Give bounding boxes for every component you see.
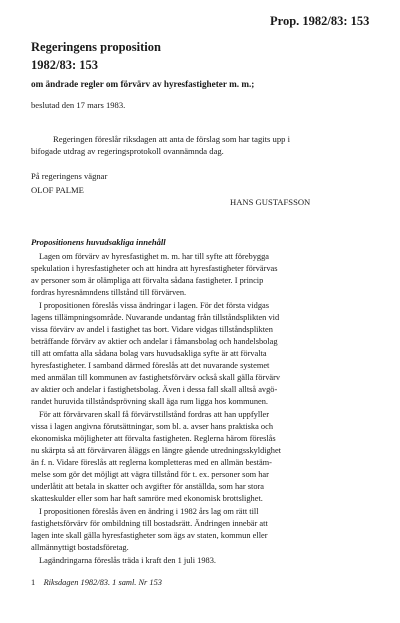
body-line: av personer som är olämpliga att förvalta sådana fastigheter. I princip <box>31 276 264 285</box>
body-line: I propositionen föreslås även en ändring i 1982 års lag om rätt till <box>39 507 259 516</box>
document-subtitle: om ändrade regler om förvärv av hyresfastigheter m. m.; <box>31 79 255 89</box>
body-line: spekulation i hyresfastigheter och att hindra att hyresfastigheter förvärvas <box>31 264 278 273</box>
body-line: vissa i lagen angivna förutsättningar, som bl. a. avser hans praktiska och <box>31 422 274 431</box>
body-line: beträffande förvärv av aktier och andelar i fåmansbolag och handelsbolag <box>31 337 278 346</box>
body-line: nu skärpta så att förvärvaren åläggs en längre gående utredningsskyldighet <box>31 446 281 455</box>
body-line: med anmälan till kommunen av fastighetsförvärv också skall gälla förvärv <box>31 373 281 382</box>
intro-line: Regeringen föreslår riksdagen att anta de förslag som har tagits upp i <box>53 134 290 144</box>
body-line: Lagändringarna föreslås träda i kraft den 1 juli 1983. <box>39 556 216 565</box>
body-line: I propositionen föreslås vissa ändringar i lagen. För det första vidgas <box>39 301 270 310</box>
body-line: För att förvärvaren skall få förvärvstillstånd fordras att han uppfyller <box>39 410 270 419</box>
body-line: underlåtit att betala in skatter och avgifter för anställda, som har stora <box>31 482 265 491</box>
body-line: lagen inte skall gälla hyresfastigheter som ägs av staten, kommun eller <box>31 531 268 540</box>
body-line: skatteskulder eller som har haft samröre med ekonomisk brottslighet. <box>31 494 263 503</box>
section-heading: Propositionens huvudsakliga innehåll <box>31 237 166 247</box>
body-line: melse som gör det möjligt att vägra tillstånd för t. ex. personer som har <box>31 470 269 479</box>
body-line: till att omfatta alla sådana bolag vars huvudsakliga syfte är att förvalta <box>31 349 267 358</box>
footnote <box>31 578 162 587</box>
signatory-name: OLOF PALME <box>31 185 84 195</box>
decision-date: beslutad den 17 mars 1983. <box>31 100 126 110</box>
body-line: randet huruvida tillståndsprövning skall äga rum ligga hos kommunen. <box>31 397 269 406</box>
document-title: Regeringens proposition <box>31 40 161 54</box>
signatory-name: HANS GUSTAFSSON <box>230 197 311 207</box>
body-line: allmännyttigt bostadsföretag. <box>31 543 129 552</box>
on-behalf-text: På regeringens vägnar <box>31 171 108 181</box>
body-line: ekonomiska möjligheter att förvalta fastigheten. Reglerna härom föreslås <box>31 434 276 443</box>
body-line: lagens tillämpningsområde. Nuvarande undantag från tillståndsplikten vid <box>31 313 280 322</box>
body-line: fastighetsförvärv för ombildning till bostadsrätt. Ändringen innebär att <box>31 519 268 528</box>
proposition-number: Prop. 1982/83: 153 <box>270 14 370 28</box>
document-number: 1982/83: 153 <box>31 58 99 72</box>
footnote-text: Riksdagen 1982/83. 1 saml. Nr 153 <box>43 578 162 587</box>
body-line: än f. n. Vidare föreslås att reglerna kompletteras med en allmän bestäm- <box>31 458 272 467</box>
body-line: av aktier och andelar i fastighetsbolag. Även i dessa fall skall alltså avgö- <box>31 385 278 394</box>
intro-line: bifogade utdrag av regeringsprotokoll ovannämnda dag. <box>31 146 224 156</box>
footnote-number: 1 <box>31 578 36 587</box>
body-line: hyresfastigheter. I samband därmed föreslås att det nuvarande systemet <box>31 361 270 370</box>
body-line: vissa förvärv av andel i fastighet tas bort. Vidare vidgas tillståndsplikten <box>31 325 273 334</box>
body-line: fordras hyresnämndens tillstånd till förvärven. <box>31 288 187 297</box>
body-line: Lagen om förvärv av hyresfastighet m. m. har till syfte att förebygga <box>39 252 270 261</box>
